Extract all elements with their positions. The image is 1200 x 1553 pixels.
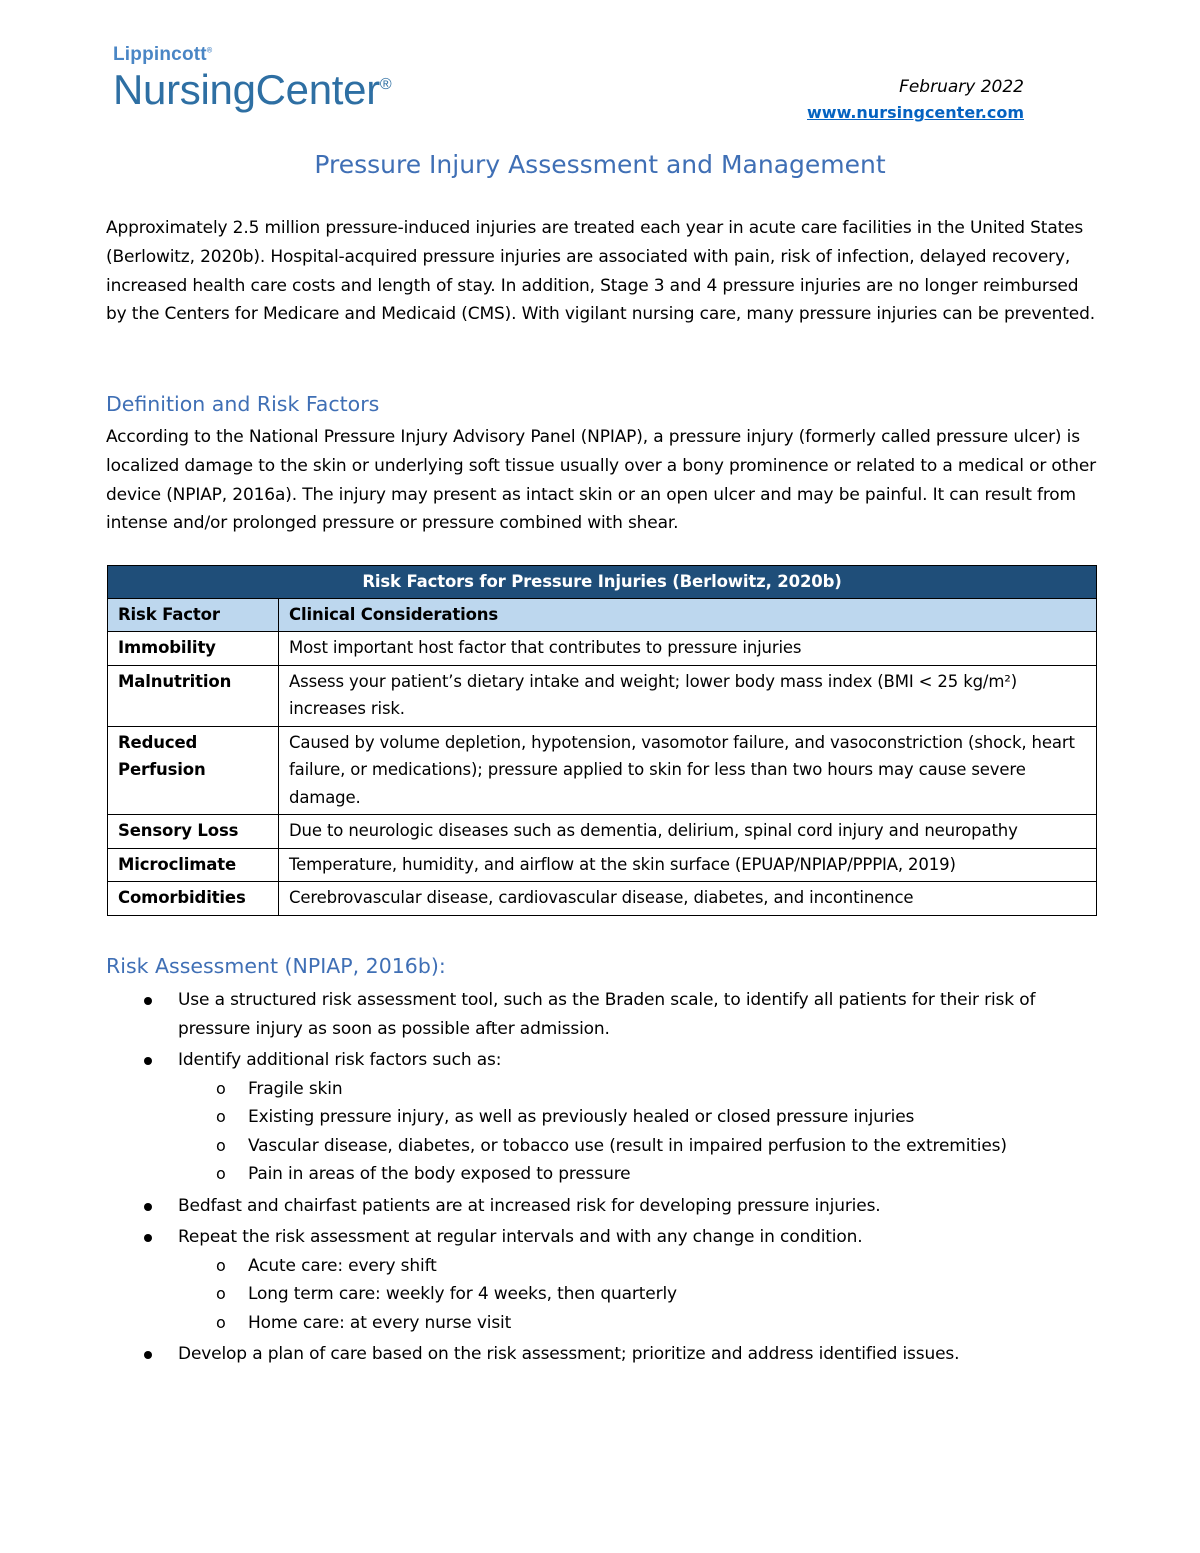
table-row [108, 665, 1097, 726]
table-row [108, 632, 1097, 666]
list-item: Develop a plan of care based on the risk assessment; prioritize and address identified issues. [106, 1340, 1096, 1369]
table-row [108, 882, 1097, 916]
list-item: Bedfast and chairfast patients are at increased risk for developing pressure injuries. [106, 1192, 1096, 1221]
risk-factor-cell: Reduced Perfusion [108, 726, 279, 815]
risk-factor-cell: Immobility [108, 632, 279, 666]
sub-list-item: o Pain in areas of the body exposed to pressure [178, 1160, 1096, 1189]
consideration-cell: Due to neurologic diseases such as dementia, delirium, spinal cord injury and neuropathy [279, 815, 1097, 849]
risk-factor-cell: Sensory Loss [108, 815, 279, 849]
consideration-cell: Assess your patient’s dietary intake and weight; lower body mass index (BMI < 25 kg/m²) increases risk. [279, 665, 1097, 726]
list-item: Identify additional risk factors such as: o Fragile skin o Existing pressure injury, as well as previously healed or closed pressure injuries o Vascular disease, diabetes, or tobacco use (result in impaired perfusion to the extremities) o Pain in areas of the body exposed to pressure [106, 1046, 1096, 1189]
table-row [108, 726, 1097, 815]
circle-bullet-icon: o [216, 1312, 226, 1332]
section-heading-risk-assessment: Risk Assessment (NPIAP, 2016b): [106, 954, 446, 978]
consideration-cell: Most important host factor that contributes to pressure injuries [279, 632, 1097, 666]
circle-bullet-icon: o [216, 1078, 226, 1098]
section-heading-definition: Definition and Risk Factors [106, 392, 380, 416]
table-row [108, 848, 1097, 882]
website-link[interactable]: www.nursingcenter.com [807, 103, 1024, 122]
issue-date: February 2022 [899, 77, 1024, 97]
intro-paragraph: Approximately 2.5 million pressure-induced injuries are treated each year in acute care facilities in the United States (Berlowitz, 2020b). Hospital-acquired pressure injuries are associated with pain, risk of infection, delayed recovery, increased health care costs and length of stay. In addition, Stage 3 and 4 pressure injuries are no longer reimbursed by the Centers for Medicare and Medicaid (CMS). With vigilant nursing care, many pressure injuries can be prevented. [106, 218, 1095, 325]
circle-bullet-icon: o [216, 1107, 226, 1126]
consideration-cell: Caused by volume depletion, hypotension, vasomotor failure, and vasoconstriction (shock, heart failure, or medications); pressure applied to skin for less than two hours may cause severe damage. [279, 726, 1097, 815]
sub-list-item: o Home care: at every nurse visit [178, 1309, 1096, 1338]
sub-list-item: o Long term care: weekly for 4 weeks, then quarterly [178, 1280, 1096, 1309]
logo-top: Lippincott® [113, 44, 213, 65]
risk-factor-cell: Microclimate [108, 848, 279, 882]
logo [113, 44, 392, 113]
sub-list [178, 1075, 1096, 1189]
bullet-icon [144, 1057, 152, 1065]
consideration-cell: Temperature, humidity, and airflow at the skin surface (EPUAP/NPIAP/PPPIA, 2019) [279, 848, 1097, 882]
list-item: Repeat the risk assessment at regular intervals and with any change in condition. o Acute care: every shift o Long term care: weekly for 4 weeks, then quarterly o Home care: at every nurse visit [106, 1223, 1096, 1337]
column-header-clinical-considerations: Clinical Considerations [279, 598, 1097, 632]
logo-main: NursingCenter® [113, 66, 392, 113]
sub-list-item: o Fragile skin [178, 1075, 1096, 1104]
risk-factor-cell: Malnutrition [108, 665, 279, 726]
risk-factor-cell: Comorbidities [108, 882, 279, 916]
header-meta [807, 74, 1024, 126]
column-header-risk-factor: Risk Factor [108, 598, 279, 632]
definition-paragraph: According to the National Pressure Injury Advisory Panel (NPIAP), a pressure injury (formerly called pressure ulcer) is localized damage to the skin or underlying soft tissue usually over a bony prominence or related to a medical or other device (NPIAP, 2016a). The injury may present as intact skin or an open ulcer and may be painful. It can result from intense and/or prolonged pressure or pressure combined with shear. [106, 427, 1096, 534]
consideration-cell: Cerebrovascular disease, cardiovascular disease, diabetes, and incontinence [279, 882, 1097, 916]
sub-list-item: o Vascular disease, diabetes, or tobacco use (result in impaired perfusion to the extremities) [178, 1132, 1096, 1161]
table-caption: Risk Factors for Pressure Injuries (Berlowitz, 2020b) [108, 566, 1097, 599]
circle-bullet-icon: o [216, 1135, 226, 1155]
bullet-icon [144, 1351, 152, 1359]
circle-bullet-icon: o [216, 1164, 226, 1183]
sub-list [178, 1252, 1096, 1338]
sub-list-item: o Existing pressure injury, as well as previously healed or closed pressure injuries [178, 1103, 1096, 1132]
risk-assessment-list [106, 986, 1096, 1372]
bullet-icon [144, 1203, 152, 1211]
bullet-icon [144, 1234, 152, 1242]
bullet-icon [144, 997, 152, 1005]
sub-list-item: o Acute care: every shift [178, 1252, 1096, 1281]
list-item: Use a structured risk assessment tool, such as the Braden scale, to identify all patients for their risk of pressure injury as soon as possible after admission. [106, 986, 1096, 1043]
circle-bullet-icon: o [216, 1284, 226, 1303]
page-title: Pressure Injury Assessment and Management [314, 150, 886, 179]
table-row [108, 815, 1097, 849]
risk-factors-table [107, 565, 1097, 916]
circle-bullet-icon: o [216, 1255, 226, 1275]
